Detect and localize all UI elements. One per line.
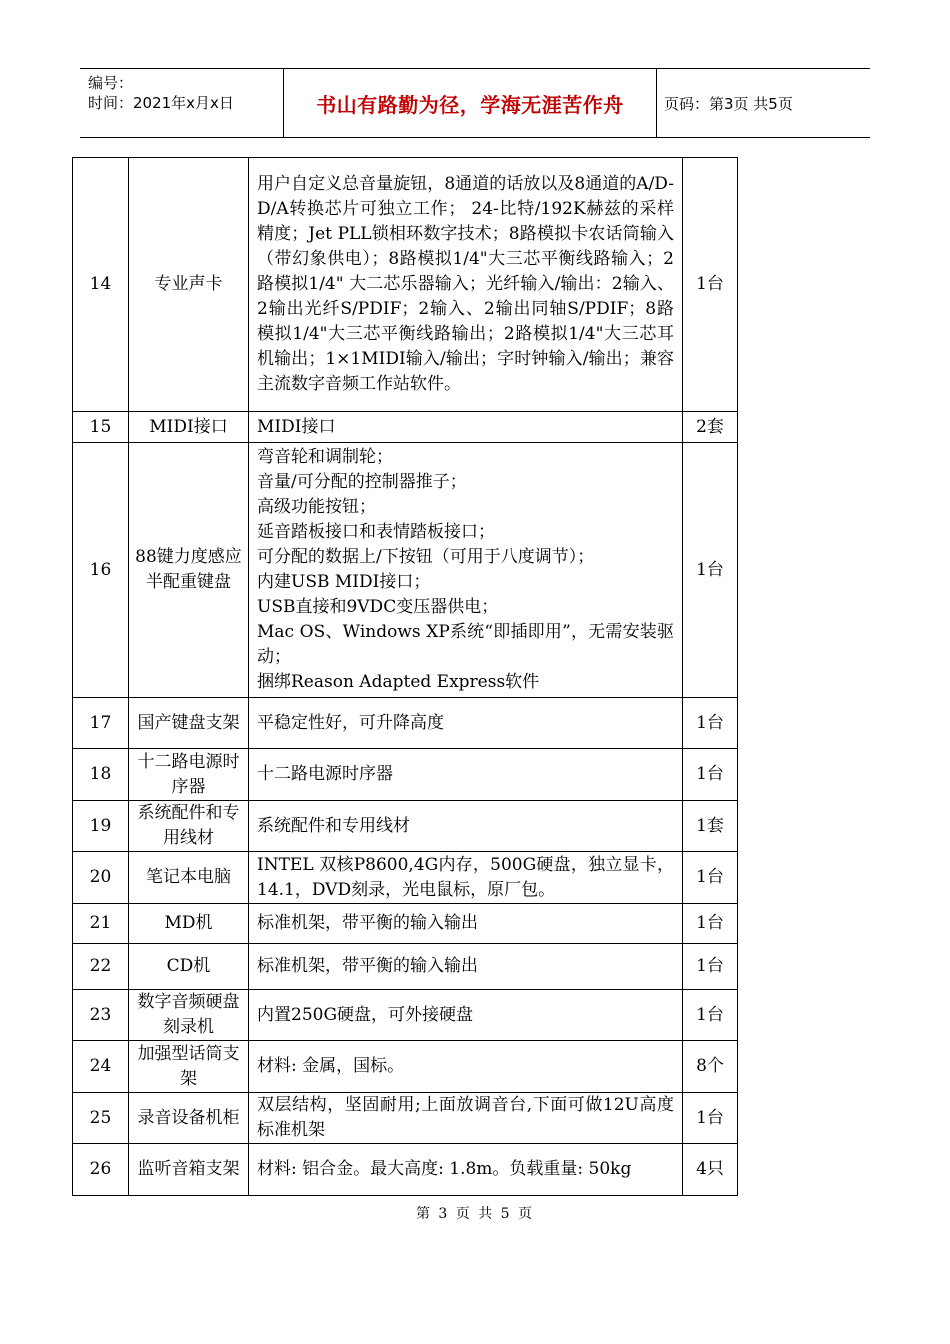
item-description <box>249 1093 683 1144</box>
item-description <box>249 443 683 698</box>
item-name: 笔记本电脑 <box>129 852 249 904</box>
item-number: 19 <box>73 801 129 852</box>
item-description <box>249 944 683 990</box>
item-number: 22 <box>73 944 129 990</box>
description-line: 材料: 铝合金。最大高度: 1.8m。负载重量: 50kg <box>257 1159 632 1179</box>
table-row <box>73 1093 738 1144</box>
table-row <box>73 1041 738 1093</box>
description-line: 标准机架，带平衡的输入输出 <box>257 913 478 933</box>
header-meta <box>88 73 234 113</box>
item-description <box>249 1041 683 1093</box>
item-description <box>249 158 683 412</box>
item-description <box>249 904 683 944</box>
description-line: 可分配的数据上/下按钮（可用于八度调节）； <box>257 547 595 567</box>
item-description <box>249 801 683 852</box>
header-motto: 书山有路勤为径，学海无涯苦作舟 <box>283 69 657 137</box>
table-row <box>73 852 738 904</box>
header-page-label: 页码：第3页 共5页 <box>664 94 793 113</box>
item-number: 14 <box>73 158 129 412</box>
item-number: 15 <box>73 412 129 443</box>
item-number: 21 <box>73 904 129 944</box>
description-line: 用户自定义总音量旋钮，8通道的话放以及8通道的A/D-D/A转换芯片可独立工作； 24-比特/192K赫兹的采样精度；Jet PLL锁相环数字技术；8路模拟卡农话筒输入（带幻象供电）；8路模拟1/4"大三芯平衡线路输入；2路模拟1/4" 大二芯乐器输入；光纤输入/输出：2输入、2输出光纤S/PDIF；2输入、2输出同轴S/PDIF；8路模拟1/4"大三芯平衡线路输出；2路模拟1/4"大三芯耳机输出；1×1MIDI输入/输出；字时钟输入/输出；兼容主流数字音频工作站软件。 <box>257 174 674 394</box>
table-row <box>73 698 738 749</box>
description-line: Mac OS、Windows XP系统“即插即用”，无需安装驱动； <box>257 622 674 667</box>
item-name: 88键力度感应半配重键盘 <box>129 443 249 698</box>
description-line: 音量/可分配的控制器推子； <box>257 472 467 492</box>
item-number: 24 <box>73 1041 129 1093</box>
item-number: 18 <box>73 749 129 801</box>
table-row <box>73 801 738 852</box>
item-number: 20 <box>73 852 129 904</box>
item-quantity: 1套 <box>683 801 738 852</box>
item-name: CD机 <box>129 944 249 990</box>
doc-code-label: 编号： <box>88 74 134 92</box>
item-quantity: 1台 <box>683 749 738 801</box>
table-row <box>73 990 738 1041</box>
table-row <box>73 749 738 801</box>
description-line: 内建USB MIDI接口； <box>257 572 431 592</box>
item-number: 16 <box>73 443 129 698</box>
item-name: 国产键盘支架 <box>129 698 249 749</box>
description-line: 十二路电源时序器 <box>257 764 393 784</box>
item-name: 十二路电源时序器 <box>129 749 249 801</box>
table-row <box>73 1144 738 1196</box>
item-description <box>249 698 683 749</box>
item-description <box>249 1144 683 1196</box>
item-name: 数字音频硬盘刻录机 <box>129 990 249 1041</box>
item-quantity: 1台 <box>683 852 738 904</box>
item-quantity: 1台 <box>683 990 738 1041</box>
table-row <box>73 443 738 698</box>
item-name: 系统配件和专用线材 <box>129 801 249 852</box>
table-row <box>73 904 738 944</box>
description-line: 延音踏板接口和表情踏板接口； <box>257 522 495 542</box>
item-name: 加强型话筒支架 <box>129 1041 249 1093</box>
description-line: 标准机架，带平衡的输入输出 <box>257 956 478 976</box>
item-name: 录音设备机柜 <box>129 1093 249 1144</box>
description-line: 内置250G硬盘，可外接硬盘 <box>257 1004 474 1025</box>
item-quantity: 4只 <box>683 1144 738 1196</box>
item-description <box>249 852 683 904</box>
equipment-table <box>72 157 738 1196</box>
item-quantity: 1台 <box>683 443 738 698</box>
item-quantity: 1台 <box>683 1093 738 1144</box>
item-number: 23 <box>73 990 129 1041</box>
item-quantity: 1台 <box>683 698 738 749</box>
item-name: 专业声卡 <box>129 158 249 412</box>
description-line: 材料: 金属，国标。 <box>257 1056 405 1076</box>
item-number: 17 <box>73 698 129 749</box>
item-name: 监听音箱支架 <box>129 1144 249 1196</box>
table-row <box>73 944 738 990</box>
description-line: 弯音轮和调制轮； <box>257 447 393 467</box>
item-number: 26 <box>73 1144 129 1196</box>
item-quantity: 8个 <box>683 1041 738 1093</box>
item-description <box>249 749 683 801</box>
item-quantity: 1台 <box>683 158 738 412</box>
table-row <box>73 412 738 443</box>
description-line: 平稳定性好，可升降高度 <box>257 712 444 733</box>
item-quantity: 1台 <box>683 904 738 944</box>
item-name: MD机 <box>129 904 249 944</box>
page-header <box>80 68 870 138</box>
description-line: 捆绑Reason Adapted Express软件 <box>257 672 540 692</box>
item-quantity: 1台 <box>683 944 738 990</box>
table-row <box>73 158 738 412</box>
description-line: MIDI接口 <box>257 416 336 437</box>
description-line: INTEL 双核P8600,4G内存，500G硬盘，独立显卡，14.1，DVD刻录，光电鼠标，原厂包。 <box>257 854 674 900</box>
item-description <box>249 990 683 1041</box>
item-description <box>249 412 683 443</box>
item-number: 25 <box>73 1093 129 1144</box>
description-line: 系统配件和专用线材 <box>257 815 410 836</box>
description-line: USB直接和9VDC变压器供电； <box>257 597 499 617</box>
doc-date-label: 时间：2021年x月x日 <box>88 94 234 112</box>
description-line: 高级功能按钮； <box>257 497 376 517</box>
page-footer: 第 3 页 共 5 页 <box>415 1206 535 1222</box>
item-quantity: 2套 <box>683 412 738 443</box>
description-line: 双层结构，坚固耐用;上面放调音台,下面可做12U高度标准机架 <box>257 1095 674 1140</box>
item-name: MIDI接口 <box>129 412 249 443</box>
